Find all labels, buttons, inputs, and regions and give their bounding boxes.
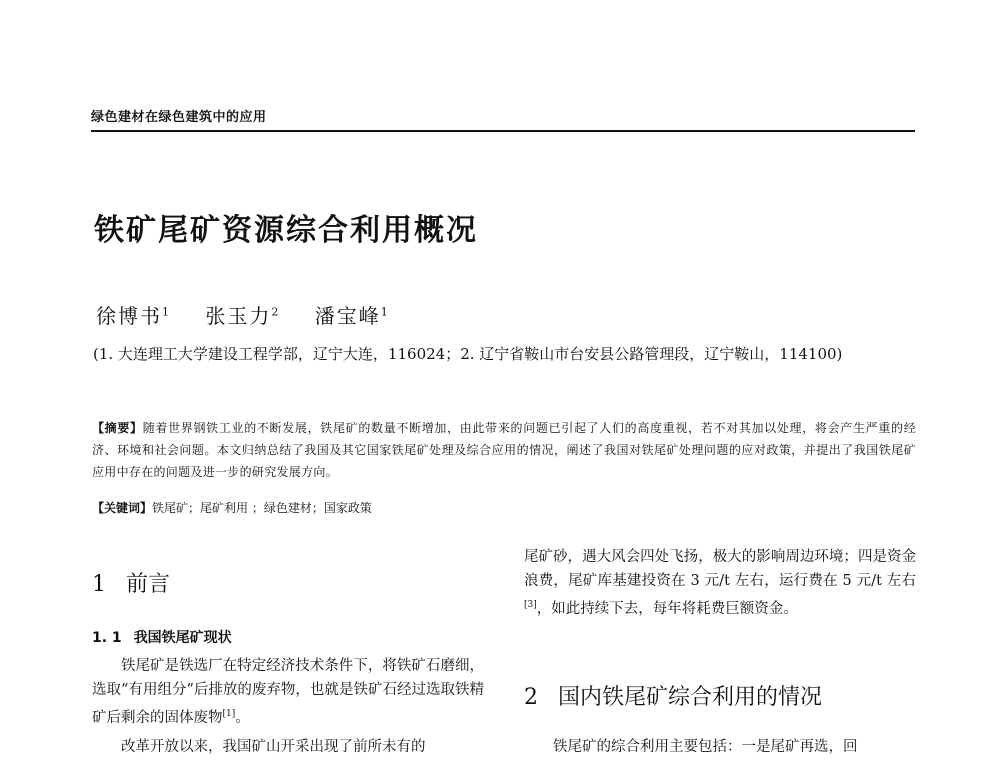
abstract-text: 随着世界钢铁工业的不断发展，铁尾矿的数量不断增加，由此带来的问题已引起了人们的高度重视，若不对其加以处理，将会产生严重的经济、环境和社会问题。本文归纳总结了我国及其它国家铁尾矿处理及综合应用的情况，阐述了我国对铁尾矿处理问题的应对政策，并提出了我国铁尾矿应用中存在的问题及进一步的研究发展方向。 bbox=[92, 421, 916, 479]
abstract bbox=[92, 417, 916, 483]
keywords-label: 【关键词】 bbox=[92, 501, 153, 515]
running-header: 绿色建材在绿色建筑中的应用 bbox=[91, 110, 267, 125]
left-paragraph-1: 铁尾矿是铁选厂在特定经济技术条件下，将铁矿石磨细，选取“有用组分”后排放的废弃物，也就是铁矿石经过选取铁精矿后剩余的固体废物[1]。 bbox=[92, 658, 484, 726]
left-paragraph-2: 改革开放以来，我国矿山开采出现了前所未有的 bbox=[121, 739, 426, 755]
author-3: 潘宝峰$^1$ bbox=[314, 304, 390, 328]
author-1: 徐博书$^1$ bbox=[96, 304, 171, 328]
section-heading-1: 1 前言 bbox=[92, 572, 171, 597]
affiliation: (1. 大连理工大学建设工程学部，辽宁大连，116024；2. 辽宁省鞍山市台安县公路管理段，辽宁鞍山，114100) bbox=[93, 345, 843, 363]
keywords-text: 铁尾矿；尾矿利用 ；绿色建材；国家政策 bbox=[152, 501, 372, 515]
abstract-label: 【摘要】 bbox=[92, 421, 143, 435]
section-heading-2: 2 国内铁尾矿综合利用的情况 bbox=[524, 685, 823, 710]
author-list bbox=[96, 300, 418, 329]
right-paragraph-1: 尾矿砂，遇大风会四处飞扬，极大的影响周边环境；四是资金浪费，尾矿库基建投资在 3 元/t 左右，运行费在 5 元/t 左右[3]，如此持续下去，每年将耗费巨额资金。 bbox=[524, 549, 916, 617]
citation-ref[interactable]: [1] bbox=[222, 709, 236, 719]
header-rule bbox=[91, 130, 915, 132]
author-2: 张玉力$^2$ bbox=[205, 304, 281, 328]
citation-ref[interactable]: [3] bbox=[524, 600, 537, 610]
subsection-heading: 1. 1 我国铁尾矿现状 bbox=[92, 630, 232, 646]
right-paragraph-2: 铁尾矿的综合利用主要包括：一是尾矿再选，回 bbox=[553, 739, 858, 755]
keywords bbox=[92, 497, 372, 519]
paper-title: 铁矿尾矿资源综合利用概况 bbox=[94, 213, 478, 248]
